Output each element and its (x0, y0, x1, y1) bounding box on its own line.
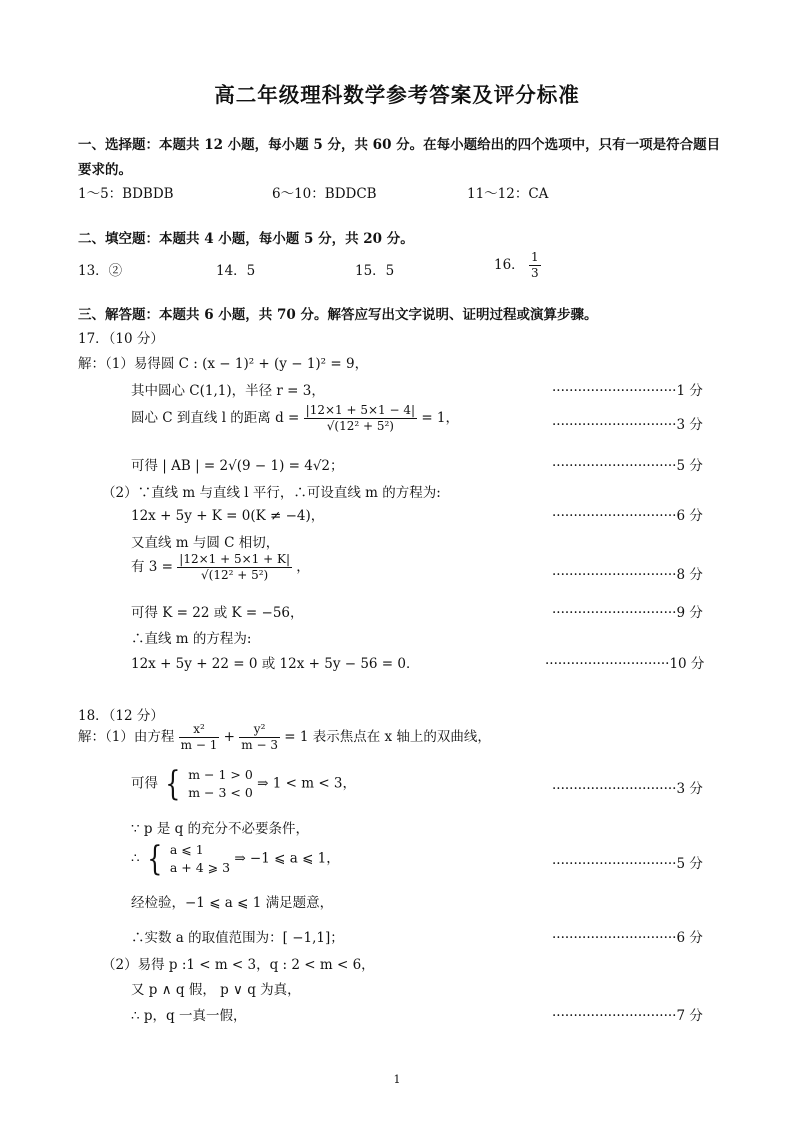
q17-score-3 (552, 413, 703, 433)
page-title: 高二年级理科数学参考答案及评分标准 (214, 83, 580, 107)
distance-text: 圆心 C 到直线 l 的距离 d = (131, 410, 300, 426)
score-label: 6 分 (676, 508, 703, 524)
dot-leader: ····························· (552, 417, 677, 433)
fraction-denominator: m − 3 (241, 738, 278, 752)
answer-16-fraction (529, 250, 541, 281)
system-row: m − 1 > 0 (188, 767, 253, 782)
score-label: 8 分 (676, 567, 703, 583)
q17-line-4: 可得 | AB | = 2√(9 − 1) = 4√2； (131, 458, 344, 474)
dot-leader: ····························· (545, 656, 670, 672)
tangent-text: 有 3 = (131, 559, 173, 575)
q18-line-9: ∴ p，q 一真一假， (131, 1008, 247, 1024)
q18-score-6 (552, 926, 703, 946)
q18-line-8: 又 p ∧ q 假， p ∨ q 为真， (131, 982, 301, 998)
distance-fraction (304, 403, 417, 434)
q18-line-4 (131, 841, 340, 877)
score-label: 5 分 (676, 458, 703, 474)
q18-line-7: （2）易得 p :1 < m < 3，q : 2 < m < 6， (102, 957, 375, 973)
system-row: a + 4 ⩾ 3 (169, 860, 231, 875)
q18-score-3 (552, 777, 703, 797)
q17-line-9: 可得 K = 22 或 K = −56， (131, 605, 304, 621)
y-term-fraction (239, 722, 280, 753)
q17-line-11: 12x + 5y + 22 = 0 或 12x + 5y − 56 = 0． (131, 656, 420, 672)
q17-heading: 17．（10 分） (78, 331, 164, 347)
q17-score-5 (552, 454, 703, 474)
score-label: 1 分 (676, 383, 703, 399)
score-label: 3 分 (676, 417, 703, 433)
q18-line-2 (131, 766, 356, 802)
q18-score-5 (552, 852, 703, 872)
therefore-sign: ∴ (131, 850, 140, 867)
dot-leader: ····························· (552, 856, 677, 872)
fraction-denominator: 3 (530, 266, 539, 280)
inequality-system-1 (188, 766, 253, 802)
dot-leader: ····························· (552, 1008, 677, 1024)
system-row: a ⩽ 1 (169, 842, 204, 857)
fraction-numerator: x² (179, 722, 220, 738)
q18-line-1 (78, 722, 491, 753)
q18-heading: 18．（12 分） (78, 708, 164, 724)
q17-line-7: 又直线 m 与圆 C 相切， (131, 535, 280, 551)
answer-13: 13．② (78, 263, 123, 279)
section-3-heading: 三、解答题：本题共 6 小题，共 70 分。解答应写出文字说明、证明过程或演算步骤。 (78, 307, 598, 323)
score-label: 6 分 (676, 930, 703, 946)
system-intro: 可得 (131, 775, 158, 792)
score-label: 7 分 (676, 1008, 703, 1024)
section-2-heading: 二、填空题：本题共 4 小题，每小题 5 分，共 20 分。 (78, 231, 414, 247)
fraction-denominator: √(12² + 5²) (201, 568, 269, 582)
q18-line-6: ∴实数 a 的取值范围为：[ −1,1]； (131, 930, 344, 946)
equation-tail: = 1 表示焦点在 x 轴上的双曲线， (284, 729, 491, 745)
left-brace-icon: { (165, 764, 181, 804)
section-1-heading: 一、选择题：本题共 12 小题，每小题 5 分，共 60 分。在每小题给出的四个选项中，只有一项是符合题目 (78, 137, 721, 153)
q17-score-10 (545, 652, 704, 672)
answer-14: 14．5 (216, 263, 256, 279)
score-label: 3 分 (676, 781, 703, 797)
score-label: 5 分 (676, 856, 703, 872)
fraction-numerator: |12×1 + 5×1 − 4| (305, 403, 416, 417)
answer-15: 15．5 (355, 263, 395, 279)
q17-line-8 (131, 552, 310, 583)
fraction-numerator: 1 (530, 250, 539, 264)
equation-intro: 解：（1）由方程 (78, 729, 175, 745)
x-term-fraction (179, 722, 220, 753)
fraction-denominator: √(12² + 5²) (326, 419, 394, 433)
answers-1-5: 1～5：BDBDB (78, 186, 174, 202)
q17-score-6 (552, 504, 703, 524)
score-label: 10 分 (669, 656, 705, 672)
answers-11-12: 11～12：CA (467, 186, 549, 202)
q18-score-7 (552, 1004, 703, 1024)
dot-leader: ····························· (552, 567, 677, 583)
page-number: 1 (393, 1073, 401, 1086)
q17-line-10: ∴直线 m 的方程为: (131, 631, 252, 647)
answer-16-label: 16． (494, 257, 525, 273)
fraction-numerator: |12×1 + 5×1 + K| (179, 552, 290, 566)
q17-line-5: （2）∵直线 m 与直线 l 平行，∴可设直线 m 的方程为: (102, 485, 441, 501)
system-row: m − 3 < 0 (188, 785, 253, 800)
q18-line-3: ∵ p 是 q 的充分不必要条件， (131, 821, 310, 837)
q17-line-1: 解：（1）易得圆 C : (x − 1)² + (y − 1)² = 9， (78, 356, 369, 372)
distance-result: = 1， (421, 410, 460, 426)
fraction-numerator: y² (239, 722, 280, 738)
dot-leader: ····························· (552, 930, 677, 946)
q17-score-8 (552, 563, 703, 583)
q17-score-1 (552, 379, 703, 399)
answer-16 (494, 250, 541, 281)
q17-score-9 (552, 601, 703, 621)
left-brace-icon: { (147, 839, 163, 879)
inequality-system-2 (170, 841, 230, 877)
dot-leader: ····························· (552, 605, 677, 621)
answers-6-10: 6～10：BDDCB (272, 186, 377, 202)
tangent-fraction (177, 552, 292, 583)
tangent-end: ， (296, 559, 310, 575)
section-1-heading-cont: 要求的。 (78, 162, 132, 178)
dot-leader: ····························· (552, 383, 677, 399)
system-result: ⇒ 1 < m < 3， (257, 775, 357, 792)
system-result: ⇒ −1 ⩽ a ⩽ 1， (234, 850, 340, 867)
dot-leader: ····························· (552, 508, 677, 524)
q17-line-2: 其中圆心 C(1,1)，半径 r = 3， (131, 383, 325, 399)
fraction-denominator: m − 1 (180, 738, 218, 752)
score-label: 9 分 (676, 605, 703, 621)
plus-sign: + (223, 729, 235, 745)
q18-line-5: 经检验，−1 ⩽ a ⩽ 1 满足题意， (131, 895, 334, 911)
q17-line-3 (131, 403, 459, 434)
q17-line-6: 12x + 5y + K = 0(K ≠ −4)， (131, 508, 325, 524)
dot-leader: ····························· (552, 781, 677, 797)
dot-leader: ····························· (552, 458, 677, 474)
